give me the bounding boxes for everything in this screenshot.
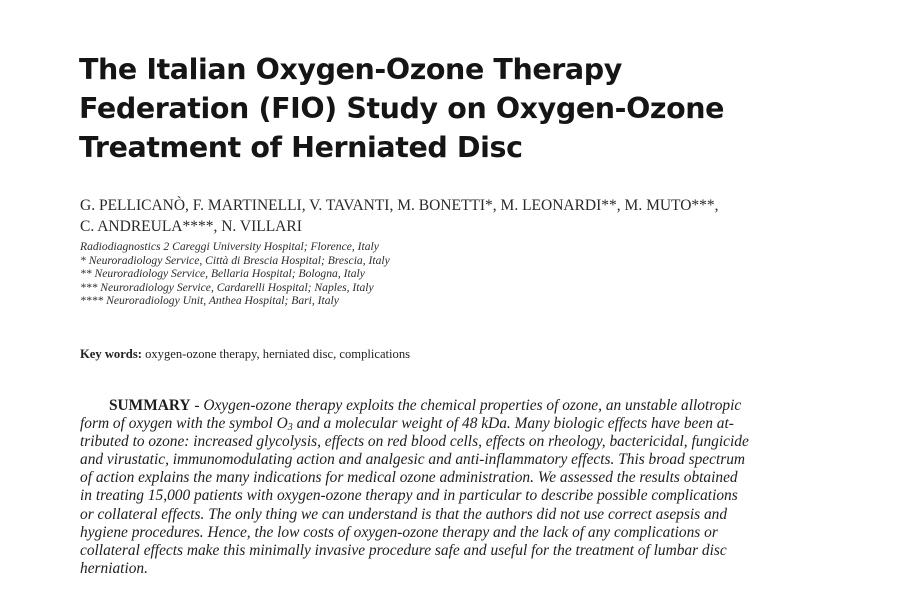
affiliation: ** Neuroradiology Service, Bellaria Hospital; Bologna, Italy [80,267,365,281]
title-line: Treatment of Herniated Disc [79,131,523,164]
affiliation: Radiodiagnostics 2 Careggi University Hospital; Florence, Italy [80,240,379,253]
summary-lead: SUMMARY [109,397,191,414]
title-line: Federation (FIO) Study on Oxygen-Ozone [79,92,725,125]
author-line: C. ANDREULA****, N. VILLARI [80,218,302,235]
summary-line: of action explains the many indications for medical ozone administration. We assessed the results obtained [80,469,738,487]
summary-line: or collateral effects. The only thing we can understand is that the authors did not use correct asepsis and [80,505,728,523]
summary-abstract [80,397,840,578]
summary-text: - Oxygen-ozone therapy exploits the chemical properties of ozone, an unstable allotropic [190,397,742,414]
author-list [80,195,840,237]
summary-line: collateral effects make this minimally invasive procedure safe and useful for the treatment of lumbar disc [80,541,727,559]
subscript-3: 3 [287,422,293,434]
summary-text: and a molecular weight of 48 kDa. Many biologic effects have been at- [292,415,734,433]
summary-line [80,397,840,415]
paper-title [79,50,839,167]
summary-line: tributed to ozone: increased glycolysis, effects on red blood cells, effects on rheology, bactericidal, fungicide [80,433,749,451]
title-line: The Italian Oxygen-Ozone Therapy [79,53,622,86]
summary-line: in treating 15,000 patients with oxygen-ozone therapy and in particular to describe possible complications [80,487,738,505]
summary-text: form of oxygen with the symbol O [80,415,288,433]
keywords-text: oxygen-ozone therapy, herniated disc, complications [141,347,411,361]
summary-line: hygiene procedures. Hence, the low costs of oxygen-ozone therapy and the lack of any complications or [80,523,718,541]
summary-line: and virustatic, immunomodulating action and analgesic and anti-inflammatory effects. This broad spectrum [80,451,746,469]
keywords [80,346,410,362]
affiliation-list [80,240,680,308]
affiliation: * Neuroradiology Service, Città di Brescia Hospital; Brescia, Italy [80,253,390,267]
author-line: G. PELLICANÒ, F. MARTINELLI, V. TAVANTI, M. BONETTI*, M. LEONARDI**, M. MUTO***, [80,197,719,214]
keywords-label: Key words: [80,347,142,361]
affiliation: **** Neuroradiology Unit, Anthea Hospital; Bari, Italy [80,294,339,308]
affiliation: *** Neuroradiology Service, Cardarelli Hospital; Naples, Italy [80,280,374,294]
summary-line [80,415,840,433]
summary-line: herniation. [80,559,148,577]
